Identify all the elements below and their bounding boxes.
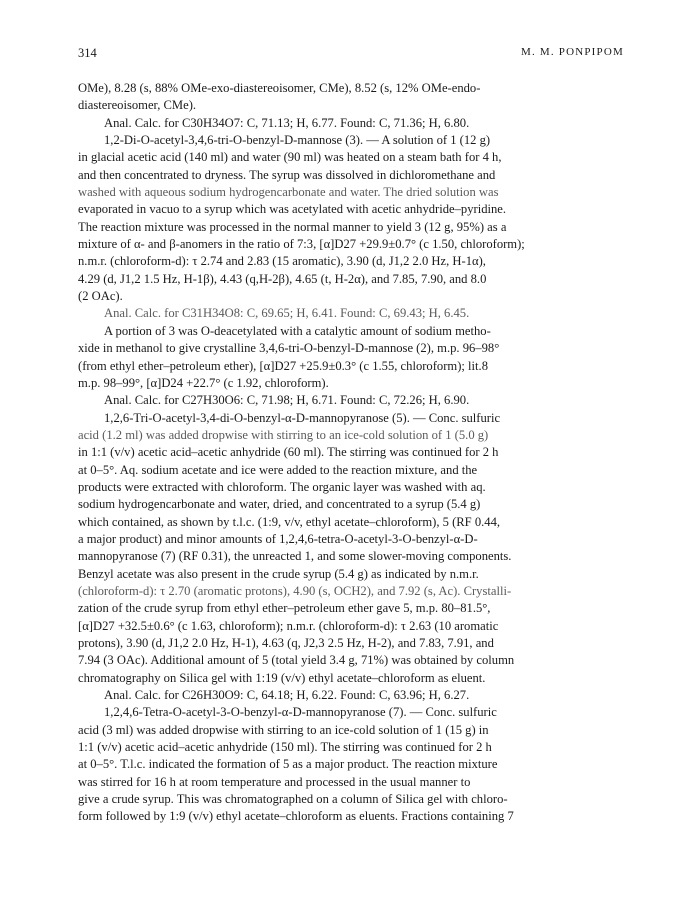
text-line: form followed by 1:9 (v/v) ethyl acetate–chloroform as eluents. Fractions containing 7 [78,809,514,824]
text-line: acid (1.2 ml) was added dropwise with stirring to an ice-cold solution of 1 (5.0 g) [78,427,489,442]
text-line: zation of the crude syrup from ethyl ether–petroleum ether gave 5, m.p. 80–81.5°, [78,601,491,616]
section-heading-line: 1,2,4,6-Tetra-O-acetyl-3-O-benzyl-α-D-mannopyranose (7). — Conc. sulfuric [104,705,497,720]
text-line: xide in methanol to give crystalline 3,4,6-tri-O-benzyl-D-mannose (2), m.p. 96–98° [78,341,500,356]
text-line: [α]D27 +32.5±0.6° (c 1.63, chloroform); n.m.r. (chloroform-d): τ 2.63 (10 aromatic [78,618,499,633]
text-line: at 0–5°. T.l.c. indicated the formation of 5 as a major product. The reaction mixture [78,757,498,772]
analysis-line: Anal. Calc. for C30H34O7: C, 71.13; H, 6.77. Found: C, 71.36; H, 6.80. [104,115,470,130]
page-header [78,46,624,64]
text-line: mixture of α- and β-anomers in the ratio of 7:3, [α]D27 +29.9±0.7° (c 1.50, chloroform); [78,237,525,252]
text-line: evaporated in vacuo to a syrup which was acetylated with acetic anhydride–pyridine. [78,202,507,217]
text-line: at 0–5°. Aq. sodium acetate and ice were added to the reaction mixture, and the [78,462,478,477]
text-line: m.p. 98–99°, [α]D24 +22.7° (c 1.92, chloroform). [78,375,329,390]
page-number: 314 [78,46,97,60]
article-body [78,80,624,826]
text-line: chromatography on Silica gel with 1:19 (v/v) ethyl acetate–chloroform as eluent. [78,670,486,685]
text-line: washed with aqueous sodium hydrogencarbonate and water. The dried solution was [78,185,499,200]
text-line: which contained, as shown by t.l.c. (1:9, v/v, ethyl acetate–chloroform), 5 (RF 0.44, [78,514,501,529]
text-line: 7.94 (3 OAc). Additional amount of 5 (total yield 3.4 g, 71%) was obtained by column [78,653,515,668]
text-line: The reaction mixture was processed in the normal manner to yield 3 (12 g, 95%) as a [78,219,507,234]
text-line: A portion of 3 was O-deacetylated with a catalytic amount of sodium metho- [104,323,491,338]
text-line: and then concentrated to dryness. The syrup was dissolved in dichloromethane and [78,167,496,182]
section-heading-line: 1,2,6-Tri-O-acetyl-3,4-di-O-benzyl-α-D-mannopyranose (5). — Conc. sulfuric [104,410,501,425]
text-line: n.m.r. (chloroform-d): τ 2.74 and 2.83 (15 aromatic), 3.90 (d, J1,2 2.0 Hz, H-1α), [78,254,486,269]
text-line: OMe), 8.28 (s, 88% OMe-exo-diastereoisomer, CMe), 8.52 (s, 12% OMe-endo- [78,81,481,95]
text-line: give a crude syrup. This was chromatographed on a column of Silica gel with chloro- [78,792,508,807]
text-line: acid (3 ml) was added dropwise with stirring to an ice-cold solution of 1 (15 g) in [78,722,489,737]
text-line: 4.29 (d, J1,2 1.5 Hz, H-1β), 4.43 (q,H-2β), 4.65 (t, H-2α), and 7.85, 7.90, and 8.0 [78,271,487,286]
section-heading-line: 1,2-Di-O-acetyl-3,4,6-tri-O-benzyl-D-mannose (3). — A solution of 1 (12 g) [104,133,491,148]
text-line: protons), 3.90 (d, J1,2 2.0 Hz, H-1), 4.63 (q, J2,3 2.5 Hz, H-2), and 7.83, 7.91, and [78,636,494,650]
text-line: (from ethyl ether–petroleum ether), [α]D27 +25.9±0.3° (c 1.55, chloroform); lit.8 [78,358,488,373]
analysis-line: Anal. Calc. for C31H34O8: C, 69.65; H, 6.41. Found: C, 69.43; H, 6.45. [104,306,470,321]
analysis-line: Anal. Calc. for C27H30O6: C, 71.98; H, 6.71. Found: C, 72.26; H, 6.90. [104,393,470,408]
text-line: mannopyranose (7) (RF 0.31), the unreacted 1, and some slower-moving components. [78,549,512,564]
running-head: M. M. PONPIPOM [521,46,624,58]
text-line: in 1:1 (v/v) acetic acid–acetic anhydride (60 ml). The stirring was continued for 2 h [78,445,499,460]
text-line: Benzyl acetate was also present in the crude syrup (5.4 g) as indicated by n.m.r. [78,566,479,581]
text-line: was stirred for 16 h at room temperature and processed in the usual manner to [78,774,471,789]
text-line: (2 OAc). [78,289,123,304]
text-line: (chloroform-d): τ 2.70 (aromatic protons), 4.90 (s, OCH2), and 7.92 (s, Ac). Crystalli- [78,583,512,598]
text-line: in glacial acetic acid (140 ml) and water (90 ml) was heated on a steam bath for 4 h, [78,150,502,165]
analysis-line: Anal. Calc. for C26H30O9: C, 64.18; H, 6.22. Found: C, 63.96; H, 6.27. [104,688,470,703]
text-line: diastereoisomer, CMe). [78,98,197,113]
text-line: sodium hydrogencarbonate and water, dried, and concentrated to a syrup (5.4 g) [78,497,481,512]
text-line: products were extracted with chloroform. The organic layer was washed with aq. [78,479,486,494]
text-line: a major product) and minor amounts of 1,2,4,6-tetra-O-acetyl-3-O-benzyl-α-D- [78,531,478,546]
text-line: 1:1 (v/v) acetic acid–acetic anhydride (150 ml). The stirring was continued for 2 h [78,740,492,755]
